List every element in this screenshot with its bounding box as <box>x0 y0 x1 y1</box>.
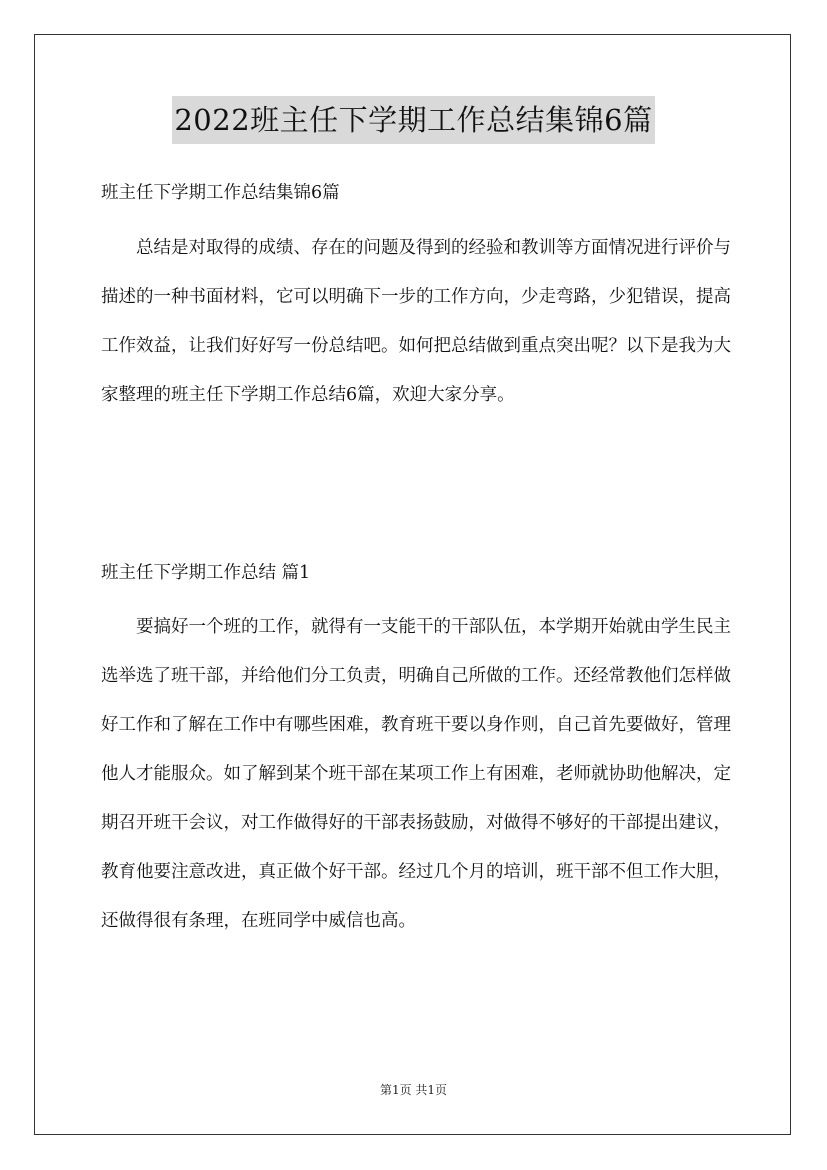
section-heading-1: 班主任下学期工作总结 篇1 <box>101 563 311 583</box>
intro-paragraph: 总结是对取得的成绩、存在的问题及得到的经验和教训等方面情况进行评价与描述的一种书面材料，它可以明确下一步的工作方向，少走弯路，少犯错误，提高工作效益，让我们好好写一份总结吧。如何把总结做到重点突出呢？以下是我为大家整理的班主任下学期工作总结6篇，欢迎大家分享。 <box>101 238 731 405</box>
section-body-1: 要搞好一个班的工作，就得有一支能干的干部队伍，本学期开始就由学生民主选举选了班干部，并给他们分工负责，明确自己所做的工作。还经常教他们怎样做好工作和了解在工作中有哪些困难，教育班干要以身作则，自己首先要做好，管理他人才能服众。如了解到某个班干部在某项工作上有困难，老师就协助他解决，定期召开班干会议，对工作做得好的干部表扬鼓励，对做得不够好的干部提出建议，教育他要注意改进，真正做个好干部。经过几个月的培训，班干部不但工作大胆，还做得很有条理，在班同学中威信也高。 <box>101 617 731 931</box>
document-subtitle: 班主任下学期工作总结集锦6篇 <box>101 183 340 203</box>
page-footer: 第1页 共1页 <box>379 1083 448 1097</box>
document-title: 2022班主任下学期工作总结集锦6篇 <box>172 96 654 144</box>
title-container <box>0 96 827 144</box>
